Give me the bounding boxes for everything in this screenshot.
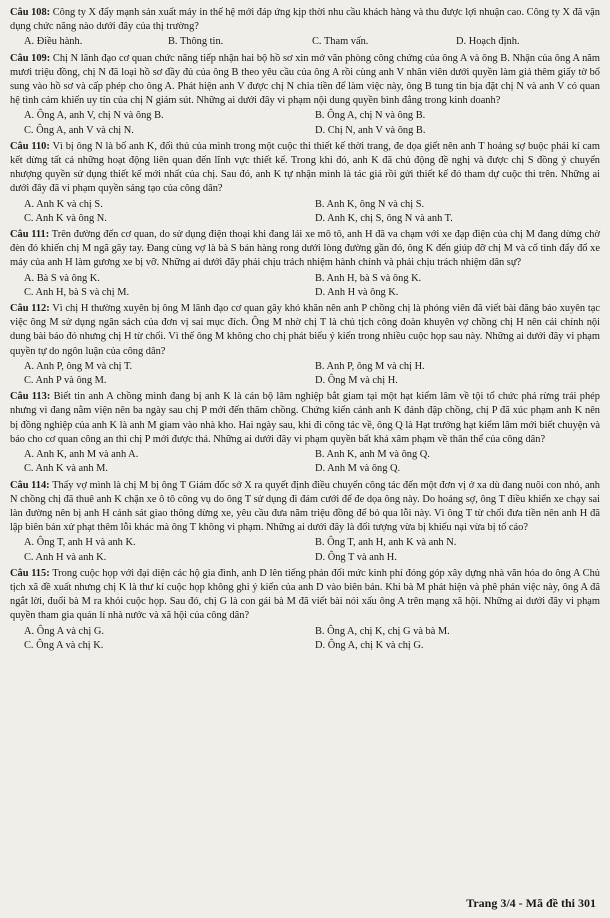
answer-options: [24, 35, 600, 49]
question-text: Thấy vợ mình là chị M bị ông T Giám đốc sở X ra quyết định điều chuyển công tác đến một đơn vị ở xa dù đang nuôi con nhỏ, anh N chồng chị đã thuê anh K chặn xe ô tô công vụ do ông T sử dụng đi đám cưới để đe dọa ông này. Do hoảng sợ, ông T điều khiển xe chạy sai làn đường nên bị anh H cảnh sát giao thông dừng xe, yêu cầu đưa năm triệu đồng để bỏ qua lỗi này. Vì ông T từ chối đưa tiền nên anh H đã lập biên bản xử phạt thêm lỗi khác mà ông T không vi phạm. Những ai dưới đây là đối tượng vừa bị khiếu nại vừa bị tố cáo?: [10, 479, 600, 534]
option-d: D. Hoạch định.: [456, 36, 520, 48]
option-b: B. Thông tin.: [168, 36, 224, 48]
option-a: A. Điều hành.: [24, 36, 83, 48]
option-c: C. Anh P và ông M.: [24, 375, 107, 387]
question-number: Câu 114:: [10, 479, 50, 491]
option-a: A. Anh K và chị S.: [24, 198, 103, 210]
option-c: C. Anh H và anh K.: [24, 551, 107, 563]
question-109: [10, 52, 600, 109]
option-b: B. Ông T, anh H, anh K và anh N.: [315, 537, 457, 549]
question-text: Biết tin anh A chồng mình đang bị anh K là cán bộ lâm nghiệp bắt giam tại một hạt kiểm lâm về tội tổ chức phá rừng trái phép nhưng vì đang nằm viện nên ba ngày sau chị P mới đến thăm chồng. Chứng kiến cảnh anh K đánh đập chồng, chị P đã xúc phạm anh K nên bị đồng nghiệp của anh K là anh M giam vào nhà kho. Hai ngày sau, khi đi công tác về, ông Q là Hạt trưởng hạt kiểm lâm mới biết chuyện và báo cho cơ quan công an thì chị P mới được thả. Những ai dưới đây vi phạm quyền bất khả xâm phạm về thân thể của công dân?: [10, 391, 600, 445]
question-text: Công ty X đẩy mạnh sản xuất máy in thế hệ mới đáp ứng kịp thời nhu cầu khách hàng và thu được lợi nhuận cao. Công ty X đã vận dụng chức năng nào dưới đây của thị trường?: [10, 7, 600, 33]
answer-options: [24, 109, 600, 137]
answer-options: [24, 360, 600, 388]
question-text: Trong cuộc họp với đại diện các hộ gia đình, anh D lên tiếng phản đối mức kinh phí đóng góp xây dựng nhà văn hóa do ông A Chủ tịch xã đề xuất nhưng chị K là thư kí cuộc họp không ghi ý kiến của anh D vào biên bản. Khi bà M phát hiện và phê phán việc này, ông A đã ngắt lời, đuổi bà M ra khỏi cuộc họp. Sau đó, chị G là con gái bà M đã viết bài nói xấu ông A trên mạng xã hội. Những ai dưới đây vi phạm quyền tham gia quản lí nhà nước và xã hội của công dân?: [10, 567, 600, 622]
option-b: B. Anh K, anh M và ông Q.: [315, 449, 430, 461]
question-text: Vì bị ông N là bố anh K, đối thủ của mình trong một cuộc thi thiết kế thời trang, đe dọa giết nên anh T hoảng sợ buộc phải kí cam kết dừng tất cả những hoạt động liên quan đến lĩnh vực thiết kế. Trong khi đó, anh K đã chủ động đề nghị và được chị S đồng ý chuyển nhượng quyền sử dụng thiết kế mới nhất của chị. Sau đó, anh K tự nhận mình là tác giả rồi gửi thiết kế đó tham dự cuộc thi trên. Những ai dưới đây đã vi phạm quyền sáng tạo của công dân?: [10, 140, 600, 195]
question-115: [10, 567, 600, 624]
option-d: D. Ông M và chị H.: [315, 375, 398, 387]
option-d: D. Anh M và ông Q.: [315, 463, 401, 475]
answer-options: [24, 272, 600, 300]
question-110: [10, 140, 600, 197]
question-number: Câu 108:: [10, 7, 51, 18]
answer-options: [24, 536, 600, 564]
question-number: Câu 110:: [10, 140, 50, 152]
option-d: D. Anh K, chị S, ông N và anh T.: [315, 212, 453, 224]
option-a: A. Anh K, anh M và anh A.: [24, 449, 139, 461]
option-a: A. Ông A và chị G.: [24, 625, 104, 637]
option-c: C. Ông A và chị K.: [24, 639, 104, 651]
option-b: B. Anh P, ông M và chị H.: [315, 360, 425, 372]
question-text: Trên đường đến cơ quan, do sử dụng điện thoại khi đang lái xe mô tô, anh H đã va chạm với xe đạp điện của chị M đang dừng chờ đèn đỏ khiến chị M ngã gãy tay. Đang cùng vợ là bà S bán hàng rong dưới lòng đường gần đó, ông K đến giúp đỡ chị M và cố tình đẩy đổ xe máy của anh H làm gương xe bị vỡ. Những ai dưới đây phải chịu trách nhiệm hành chính và phải chịu trách nhiệm dân sự?: [10, 229, 600, 269]
question-111: [10, 228, 600, 271]
option-c: C. Anh K và ông N.: [24, 212, 107, 224]
answer-options: [24, 448, 600, 476]
option-d: D. Ông T và anh H.: [315, 551, 397, 563]
option-b: B. Ông A, chị K, chị G và bà M.: [315, 625, 450, 637]
option-d: D. Ông A, chị K và chị G.: [315, 639, 424, 651]
answer-options: [24, 198, 600, 226]
option-a: A. Anh P, ông M và chị T.: [24, 360, 133, 372]
question-112: [10, 302, 600, 359]
option-b: B. Anh H, bà S và ông K.: [315, 272, 422, 284]
question-number: Câu 112:: [10, 303, 50, 315]
option-b: B. Anh K, ông N và chị S.: [315, 198, 425, 210]
option-a: A. Ông T, anh H và anh K.: [24, 537, 136, 549]
option-c: C. Ông A, anh V và chị N.: [24, 124, 134, 136]
question-108: [10, 6, 600, 34]
option-c: C. Tham vấn.: [312, 36, 369, 48]
question-text: Vì chị H thường xuyên bị ông M lãnh đạo cơ quan gây khó khăn nên anh P chồng chị là phóng viên đã viết bài đăng báo xuyên tạc việc ông M sử dụng ngân sách của đơn vị sai mục đích. Ông M nhờ chị T là chủ tịch công đoàn khuyên vợ chồng chị H nên cải chính nội dung bài báo đó nhưng chị H từ chối. Vì thế ông M không cho chị phát biểu ý kiến trong nhiều cuộc họp sau này. Những ai dưới đây vi phạm quyền tự do ngôn luận của công dân?: [10, 303, 600, 357]
option-d: D. Chị N, anh V và ông B.: [315, 124, 426, 136]
option-d: D. Anh H và ông K.: [315, 286, 399, 298]
option-c: C. Anh H, bà S và chị M.: [24, 286, 130, 298]
question-114: [10, 479, 600, 536]
option-b: B. Ông A, chị N và ông B.: [315, 110, 426, 122]
page-footer: Trang 3/4 - Mã đề thi 301: [466, 895, 596, 910]
question-113: [10, 390, 600, 447]
question-number: Câu 109:: [10, 52, 51, 64]
question-number: Câu 111:: [10, 229, 50, 241]
question-number: Câu 113:: [10, 391, 51, 403]
option-c: C. Anh K và anh M.: [24, 463, 108, 475]
answer-options: [24, 625, 600, 653]
option-a: A. Ông A, anh V, chị N và ông B.: [24, 110, 164, 122]
option-a: A. Bà S và ông K.: [24, 272, 100, 284]
question-number: Câu 115:: [10, 567, 50, 579]
question-text: Chị N lãnh đạo cơ quan chức năng tiếp nhận hai bộ hồ sơ xin mở văn phòng công chứng của ông A và ông B. Nhận của ông A năm mươi triệu đồng, chị N đã loại hồ sơ đầy đủ của ông B theo yêu cầu của ông A rồi cùng anh V nhân viên dưới quyền làm giả thêm giấy tờ bổ sung vào hồ sơ và cấp phép cho ông A. Phát hiện anh V được chị N chia tiền để làm việc này, ông B tung tin bịa đặt chị N và anh V có quan hệ tình cảm khiến uy tín của chị N giảm sút. Những ai dưới đây vi phạm nội dung quyền bình đẳng trong kinh doanh?: [10, 52, 600, 107]
